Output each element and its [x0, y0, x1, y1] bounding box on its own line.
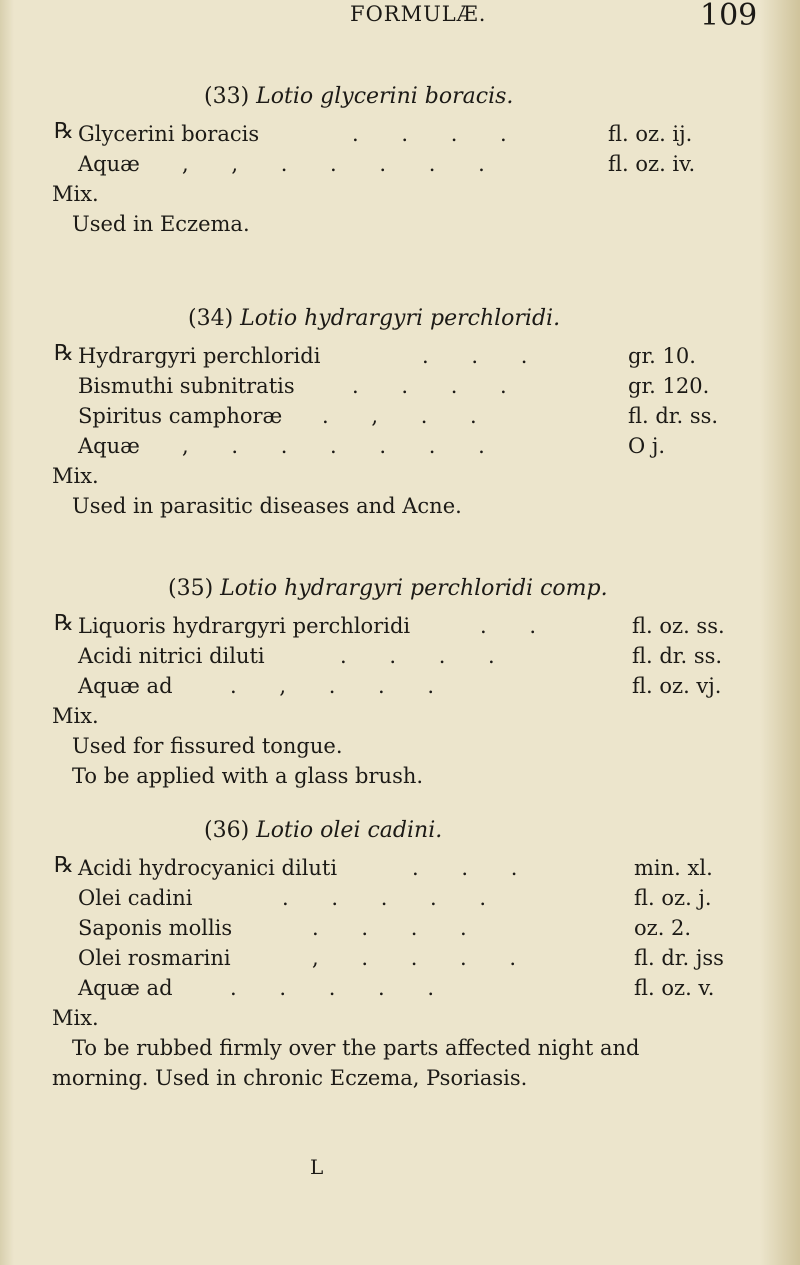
ingredient-quantity: fl. oz. ss. — [632, 614, 725, 638]
formula-34 — [52, 306, 752, 521]
ingredient-name: Aquæ — [78, 434, 140, 458]
mix-label: Mix. — [52, 1006, 99, 1030]
formula-title: (33) Lotio glycerini boracis. — [204, 84, 514, 109]
leader-dots: . , . . — [322, 404, 495, 428]
ingredient-name: Liquoris hydrargyri perchloridi — [78, 614, 411, 638]
ingredient-name: Saponis mollis — [78, 916, 233, 940]
leader-dots: . . — [480, 614, 555, 638]
leader-dots: . . . . — [352, 374, 525, 398]
ingredient-name: Spiritus camphoræ — [78, 404, 283, 428]
leader-dots: . . . — [412, 856, 536, 880]
formula-33 — [52, 84, 752, 239]
mix-label: Mix. — [52, 704, 99, 728]
ingredient-quantity: O j. — [628, 434, 666, 458]
ingredient-name: Olei rosmarini — [78, 946, 231, 970]
recipe-symbol: ℞ — [54, 853, 74, 878]
ingredient-quantity: fl. oz. ij. — [608, 122, 693, 146]
ingredient-name: Aquæ ad — [78, 976, 173, 1000]
ingredient-quantity: min. xl. — [634, 856, 713, 880]
ingredient-quantity: fl. dr. ss. — [628, 404, 719, 428]
ingredient-row — [52, 119, 752, 149]
formula-title: (36) Lotio olei cadini. — [204, 818, 443, 843]
recipe-symbol: ℞ — [54, 119, 74, 144]
ingredient-name: Acidi hydrocyanici diluti — [78, 856, 338, 880]
ingredient-quantity: fl. dr. jss — [634, 946, 724, 970]
usage-note: To be rubbed firmly over the parts affected night and morning. Used in chronic Eczema, Psoriasis. — [52, 1036, 640, 1090]
ingredient-name: Olei cadini — [78, 886, 193, 910]
leader-dots: . . . . . — [282, 886, 505, 910]
formula-title: (35) Lotio hydrargyri perchloridi comp. — [168, 576, 608, 601]
formula-35 — [52, 576, 752, 791]
ingredient-row — [52, 431, 752, 461]
formula-title: (34) Lotio hydrargyri perchloridi. — [188, 306, 561, 331]
ingredient-quantity: fl. oz. iv. — [608, 152, 696, 176]
ingredient-quantity: fl. oz. vj. — [632, 674, 722, 698]
page-edge-left — [0, 0, 14, 1265]
leader-dots: . , . . . — [230, 674, 453, 698]
ingredient-name: Bismuthi subnitratis — [78, 374, 295, 398]
signature-mark: L — [310, 1155, 324, 1179]
page-header — [0, 0, 800, 48]
ingredient-name: Aquæ — [78, 152, 140, 176]
ingredient-row — [52, 883, 752, 913]
leader-dots: . . . . — [340, 644, 513, 668]
recipe-symbol: ℞ — [54, 611, 74, 636]
ingredient-name: Aquæ ad — [78, 674, 173, 698]
leader-dots: , . . . . — [312, 946, 535, 970]
page-edge-right — [760, 0, 800, 1265]
ingredient-name: Glycerini boracis — [78, 122, 260, 146]
ingredient-row — [52, 341, 752, 371]
usage-note: Used in parasitic diseases and Acne. — [72, 494, 462, 518]
leader-dots: , . . . . . . — [182, 434, 503, 458]
ingredient-row — [52, 149, 752, 179]
ingredient-name: Acidi nitrici diluti — [78, 644, 265, 668]
ingredient-row — [52, 401, 752, 431]
ingredient-row — [52, 611, 752, 641]
formula-36 — [52, 818, 752, 1093]
leader-dots: . . . . . — [230, 976, 453, 1000]
running-title: FORMULÆ. — [350, 2, 487, 26]
mix-label: Mix. — [52, 182, 99, 206]
ingredient-row — [52, 913, 752, 943]
usage-note: To be applied with a glass brush. — [72, 764, 424, 788]
ingredient-quantity: fl. oz. v. — [634, 976, 715, 1000]
ingredient-quantity: fl. dr. ss. — [632, 644, 723, 668]
usage-note: Used for fissured tongue. — [72, 734, 343, 758]
ingredient-name: Hydrargyri perchloridi — [78, 344, 321, 368]
leader-dots: . . . . — [352, 122, 525, 146]
leader-dots: . . . . — [312, 916, 485, 940]
ingredient-quantity: gr. 120. — [628, 374, 710, 398]
mix-label: Mix. — [52, 464, 99, 488]
ingredient-quantity: fl. oz. j. — [634, 886, 712, 910]
leader-dots: . . . — [422, 344, 546, 368]
ingredient-row — [52, 641, 752, 671]
ingredient-row — [52, 671, 752, 701]
recipe-symbol: ℞ — [54, 341, 74, 366]
ingredient-row — [52, 943, 752, 973]
ingredient-row — [52, 371, 752, 401]
page-number: 109 — [700, 0, 758, 33]
ingredient-row — [52, 973, 752, 1003]
ingredient-quantity: gr. 10. — [628, 344, 696, 368]
leader-dots: , , . . . . . — [182, 152, 503, 176]
ingredient-row — [52, 853, 752, 883]
usage-note: Used in Eczema. — [72, 212, 250, 236]
ingredient-quantity: oz. 2. — [634, 916, 692, 940]
